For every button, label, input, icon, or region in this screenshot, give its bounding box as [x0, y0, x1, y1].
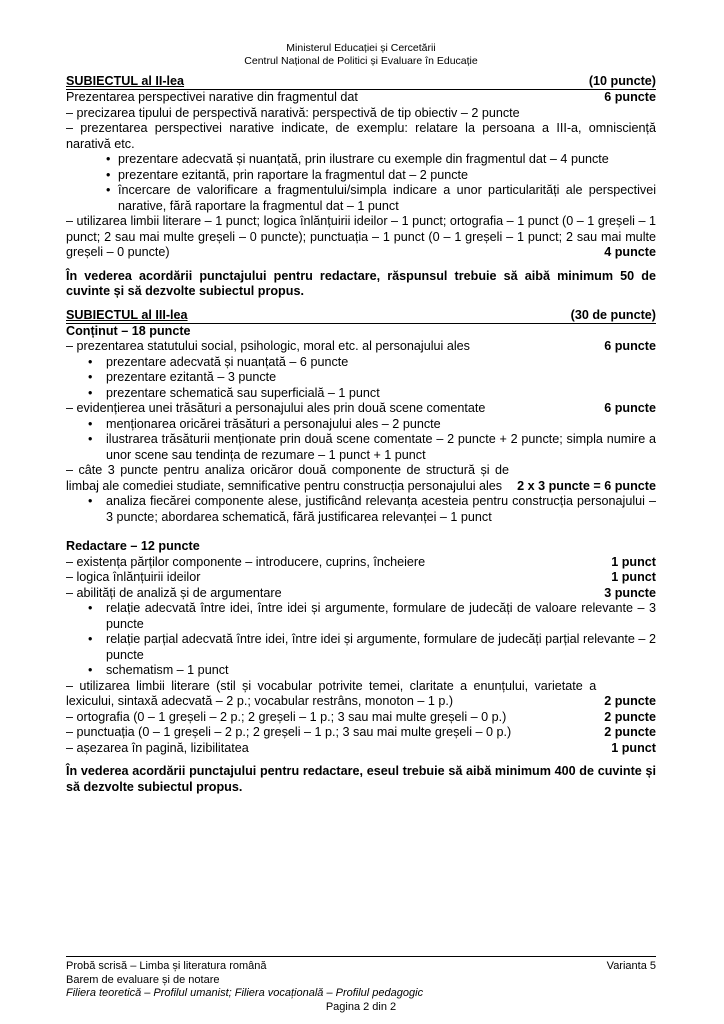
s2-intro-points: 6 puncte — [604, 90, 656, 104]
s3-c1-points: 6 puncte — [604, 339, 656, 353]
s2-bullet-1: • prezentare adecvată și nuanțată, prin ilustrare cu exemple din fragmentul dat – 4 puncte — [66, 152, 656, 168]
footer-line-1 — [66, 960, 656, 974]
s3-r6-points: 2 puncte — [604, 725, 656, 739]
page — [66, 0, 656, 1024]
s3-c1-bullet-2: • prezentare ezitantă – 3 puncte — [66, 370, 656, 386]
section-2-title: SUBIECTUL al II-lea — [66, 74, 185, 88]
section-2-points: (10 puncte) — [588, 74, 656, 88]
s3-c3: – câte 3 puncte pentru analiza oricăror două componente de structură și de limbaj ale comediei studiate, semnificative pentru construcția personajului ales — [66, 463, 510, 493]
s2-bullet-3: • încercare de valorificare a fragmentului/simpla indicare a unor particularități ale perspectivei narative, fără raportare la fragmentul dat – 1 punct — [66, 183, 656, 214]
s3-r3-row — [66, 586, 656, 602]
s3-r1-points: 1 punct — [611, 554, 656, 569]
s3-r4: – utilizarea limbii literare (stil și vocabular potrivite temei, claritate a enunțului, varietate a lexicului, sintaxă adecvată – 2 p.; vocabular restrâns, monoton – 1 p.) — [66, 678, 597, 708]
footer-barem: Barem de evaluare și de notare — [66, 973, 220, 986]
s3-c1-bullet-3: • prezentare schematică sau superficială – 1 punct — [66, 386, 656, 402]
s2-line-3-points: 4 puncte — [604, 245, 656, 259]
s3-c3-row — [66, 463, 656, 494]
s3-note: În vederea acordării punctajului pentru redactare, eseul trebuie să aibă minimum 400 de cuvinte și să dezvolte subiectul propus. — [66, 764, 656, 794]
s3-r4-points: 2 puncte — [604, 694, 656, 708]
s3-c3-bullet-1: • analiza fiecărei componente alese, justificând relevanța acesteia pentru construcția personajului – 3 puncte; abordarea schematică, fără justificarea relevanței – 1 punct — [66, 494, 656, 525]
page-footer — [66, 956, 656, 1014]
document-body — [66, 74, 656, 795]
s2-intro-row — [66, 90, 656, 106]
s3-r5-points: 2 puncte — [604, 709, 656, 724]
s3-c2-row — [66, 401, 656, 417]
footer-page-number: Pagina 2 din 2 — [325, 1000, 397, 1013]
s3-c1-row — [66, 339, 656, 355]
s3-r1-row — [66, 555, 656, 571]
s2-line-3: – utilizarea limbii literare – 1 punct; logica înlănțuirii ideilor – 1 punct; ortografia – 1 punct (0 – 1 greșeli – 1 punct; 2 sau mai multe greșeli – 0 puncte); punctuația – 1 punct (0 – 1 greșeli – 1 punct; 2 sau mai multe greșeli – 0 puncte) — [66, 214, 656, 259]
s3-c1: – prezentarea statutului social, psihologic, moral etc. al personajului ales — [66, 339, 470, 353]
s3-r4-row — [66, 679, 656, 710]
s3-r3-bullet-2: • relație parțial adecvată între idei, între idei și argumente, formulare de judecăți parțial relevante – 2 puncte — [66, 632, 656, 663]
s2-intro: Prezentarea perspectivei narative din fragmentul dat — [66, 90, 358, 104]
header-ministry: Ministerul Educației și Cercetării — [286, 42, 436, 54]
s2-bullet-2: • prezentare ezitantă, prin raportare la fragmentul dat – 2 puncte — [66, 168, 656, 184]
s2-line-2: – prezentarea perspectivei narative indicate, de exemplu: relatare la persoana a III-a, omnisciență narativă etc. — [66, 121, 656, 151]
s3-r7: – așezarea în pagină, lizibilitatea — [66, 740, 249, 755]
s3-r7-points: 1 punct — [611, 740, 656, 755]
s3-r1: – existența părților componente – introducere, cuprins, încheiere — [66, 554, 426, 569]
s3-r7-row — [66, 741, 656, 757]
s3-c2-points: 6 puncte — [604, 401, 656, 415]
section-3-heading — [66, 308, 656, 324]
page-header — [66, 42, 656, 68]
s3-r2: – logica înlănțuirii ideilor — [66, 570, 201, 584]
footer-exam: Probă scrisă – Limba și literatura română — [66, 960, 267, 972]
footer-variant: Varianta 5 — [606, 960, 656, 972]
s3-r3: – abilități de analiză și de argumentare — [66, 585, 282, 600]
s3-r5-row — [66, 710, 656, 726]
s3-r6-row — [66, 725, 656, 741]
header-center: Centrul Național de Politici și Evaluare în Educație — [244, 55, 478, 67]
s3-r3-points: 3 puncte — [604, 585, 656, 600]
s3-r6: – punctuația (0 – 1 greșeli – 2 p.; 2 greșeli – 1 p.; 3 sau mai multe greșeli – 0 p.) — [66, 725, 512, 739]
section-2-heading — [66, 74, 656, 90]
s3-c1-bullet-1: • prezentare adecvată și nuanțată – 6 puncte — [66, 355, 656, 371]
s3-redactare-heading: Redactare – 12 puncte — [66, 539, 200, 553]
s2-note: În vederea acordării punctajului pentru redactare, răspunsul trebuie să aibă minimum 50 de cuvinte și să dezvolte subiectul propus. — [66, 268, 656, 298]
s3-c3-points: 2 x 3 puncte = 6 puncte — [517, 478, 656, 493]
section-3-points: (30 de puncte) — [570, 307, 656, 322]
s3-c2: – evidențierea unei trăsături a personajului ales prin două scene comentate — [66, 401, 486, 415]
s3-r3-bullet-3: • schematism – 1 punct — [66, 663, 656, 679]
section-3-title: SUBIECTUL al III-lea — [66, 307, 188, 322]
s3-r3-bullet-1: • relație adecvată între idei, între idei și argumente, formulare de judecăți de valoare relevante – 3 puncte — [66, 601, 656, 632]
footer-filiera: Filiera teoretică – Profilul umanist; Filiera vocațională – Profilul pedagogic — [66, 987, 424, 1000]
s3-content-heading: Conținut – 18 puncte — [66, 323, 191, 338]
s2-line-1: – precizarea tipului de perspectivă narativă: perspectivă de tip obiectiv – 2 puncte — [66, 105, 520, 120]
s3-r5: – ortografia (0 – 1 greșeli – 2 p.; 2 greșeli – 1 p.; 3 sau mai multe greșeli – 0 p.) — [66, 709, 507, 724]
s3-c2-bullet-1: • menționarea oricărei trăsături a personajului ales – 2 puncte — [66, 417, 656, 433]
s3-r2-row — [66, 570, 656, 586]
s3-c2-bullet-2: • ilustrarea trăsăturii menționate prin două scene comentate – 2 puncte + 2 puncte; simpla numire a unor scene sau tendința de rezumare – 1 punct + 1 punct — [66, 432, 656, 463]
s3-r2-points: 1 punct — [611, 570, 656, 584]
